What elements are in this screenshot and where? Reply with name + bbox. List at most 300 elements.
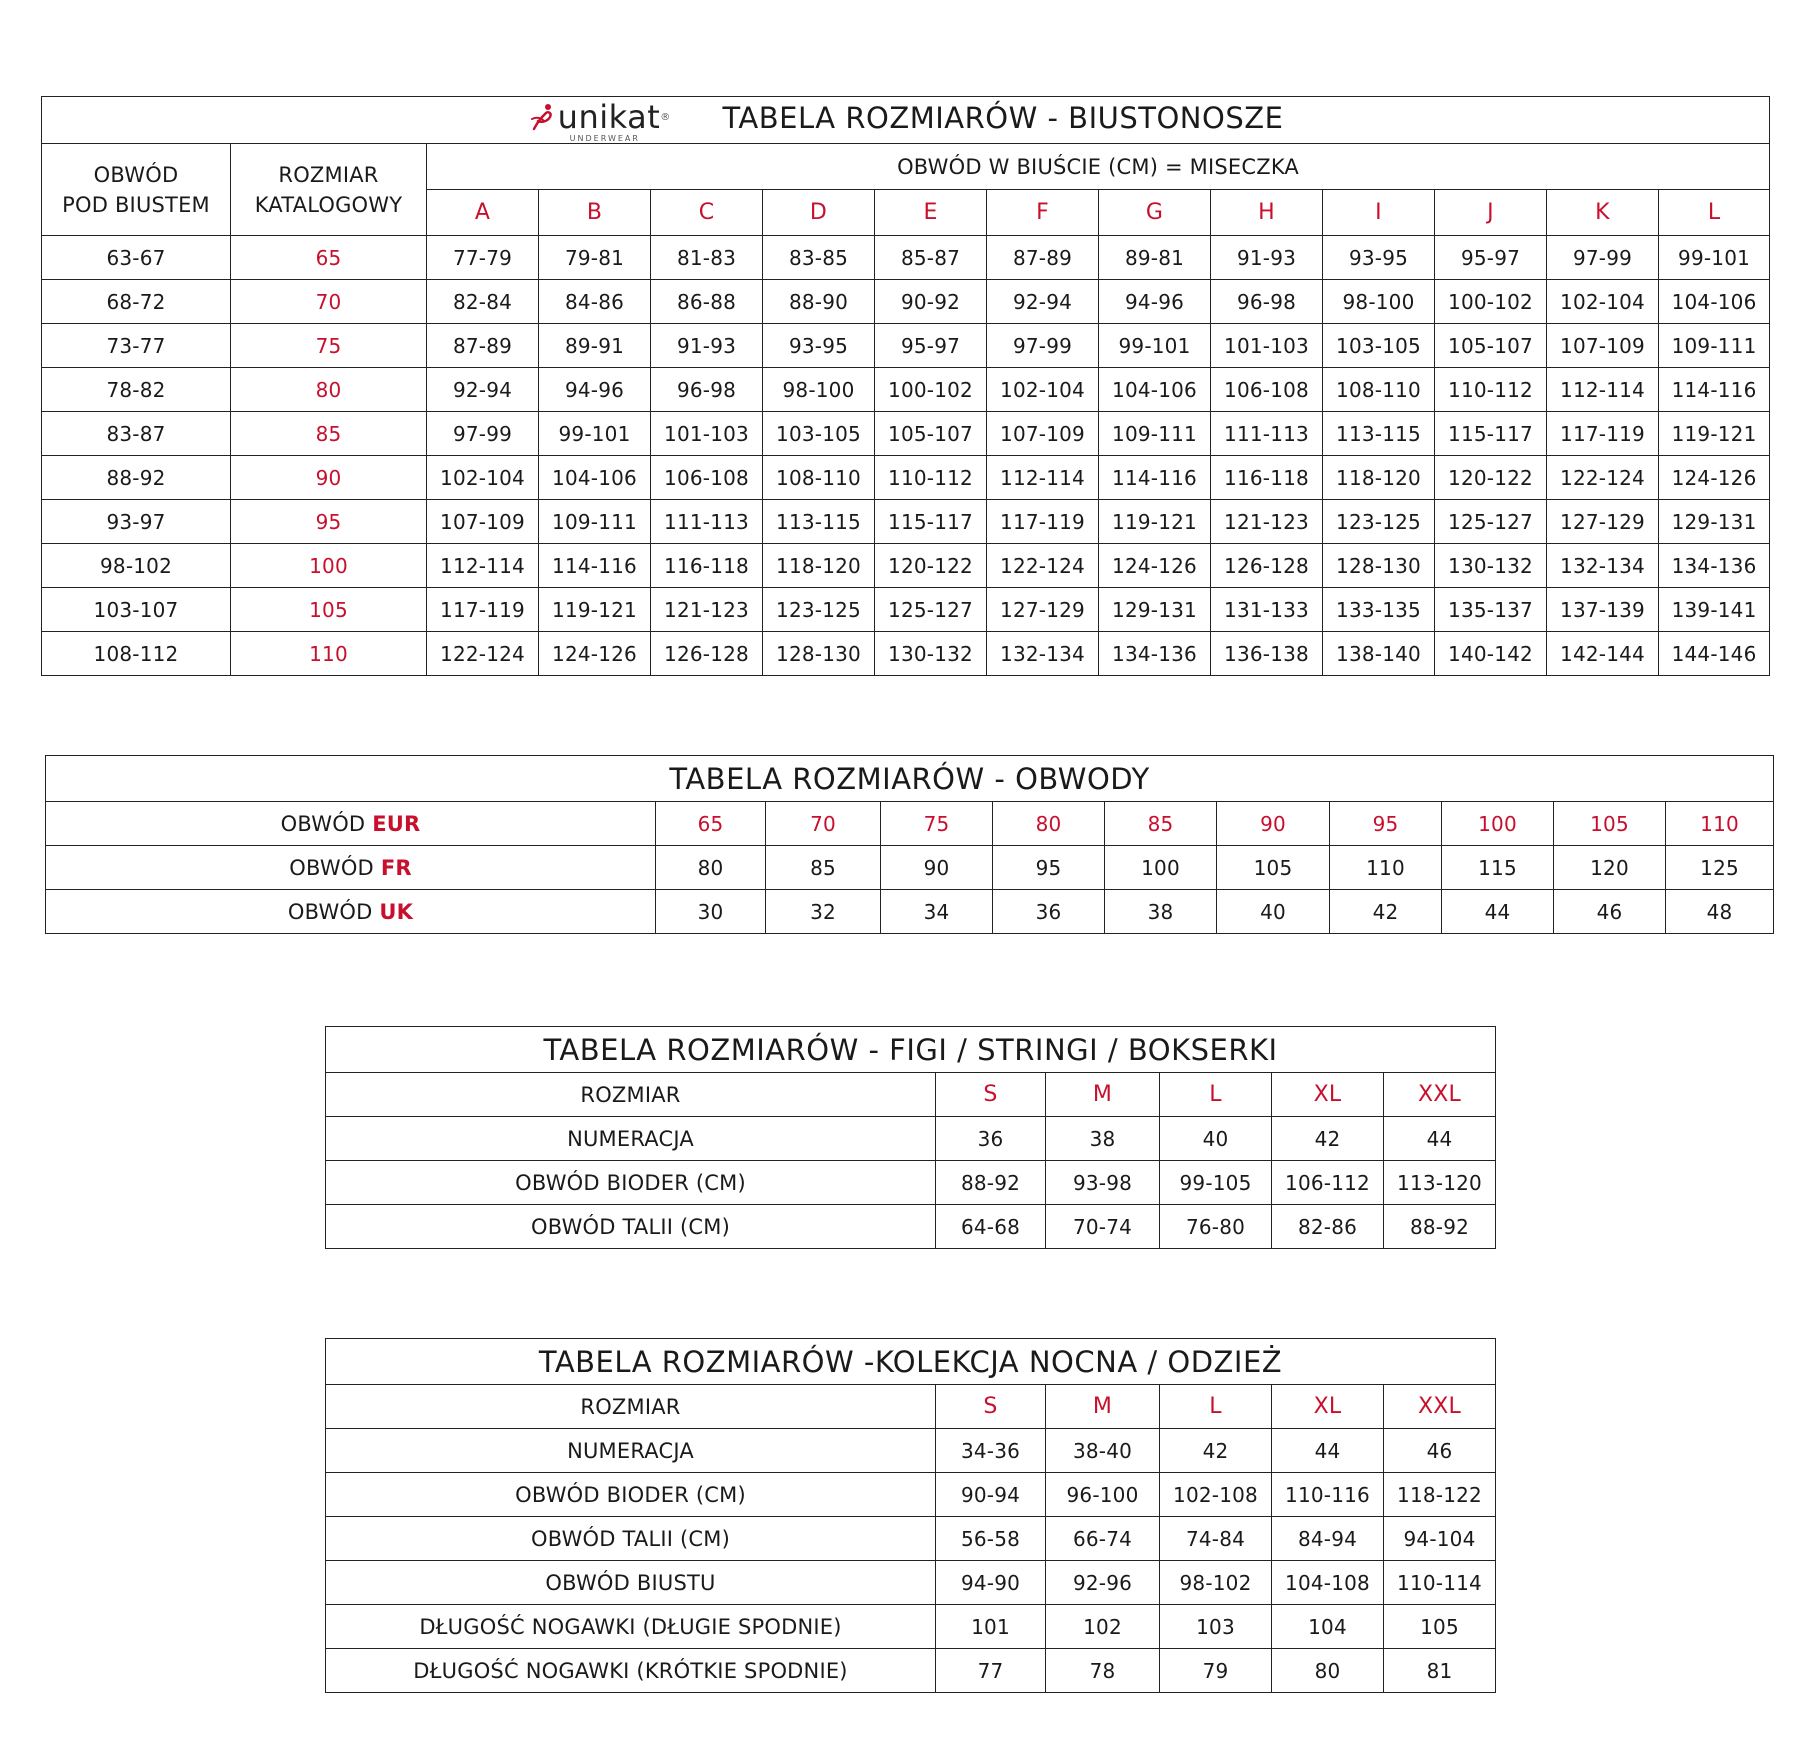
circumference-value: 85 bbox=[766, 846, 881, 890]
cup-letter-b: B bbox=[539, 190, 651, 236]
bra-table-row bbox=[42, 368, 1770, 412]
catalog-size-header bbox=[231, 144, 427, 236]
under-bust-cell: 108-112 bbox=[42, 632, 231, 676]
briefs-value-cell: 88-92 bbox=[1384, 1205, 1496, 1249]
circumference-value: 100 bbox=[1442, 802, 1554, 846]
bust-range-cell: 140-142 bbox=[1435, 632, 1547, 676]
bust-range-cell: 106-108 bbox=[651, 456, 763, 500]
bust-range-cell: 107-109 bbox=[427, 500, 539, 544]
bust-range-cell: 96-98 bbox=[651, 368, 763, 412]
briefs-value-cell: 93-98 bbox=[1046, 1161, 1160, 1205]
bust-range-cell: 118-120 bbox=[763, 544, 875, 588]
briefs-value-cell: 40 bbox=[1160, 1117, 1272, 1161]
night-row-label: DŁUGOŚĆ NOGAWKI (KRÓTKIE SPODNIE) bbox=[326, 1649, 936, 1693]
under-bust-cell: 93-97 bbox=[42, 500, 231, 544]
circumference-value: 65 bbox=[656, 802, 766, 846]
night-row-label: NUMERACJA bbox=[326, 1429, 936, 1473]
bust-range-cell: 81-83 bbox=[651, 236, 763, 280]
cup-letter-c: C bbox=[651, 190, 763, 236]
circumference-value: 75 bbox=[881, 802, 993, 846]
under-bust-cell: 63-67 bbox=[42, 236, 231, 280]
bust-range-cell: 95-97 bbox=[875, 324, 987, 368]
circumference-value: 105 bbox=[1554, 802, 1666, 846]
bust-range-cell: 120-122 bbox=[1435, 456, 1547, 500]
under-bust-cell: 78-82 bbox=[42, 368, 231, 412]
brand-subtitle: UNDERWEAR bbox=[569, 134, 640, 143]
bust-range-cell: 126-128 bbox=[651, 632, 763, 676]
briefs-size-table bbox=[325, 1026, 1496, 1249]
night-value-cell: 80 bbox=[1272, 1649, 1384, 1693]
bust-range-cell: 110-112 bbox=[875, 456, 987, 500]
circumference-table bbox=[45, 755, 1774, 934]
bust-range-cell: 117-119 bbox=[427, 588, 539, 632]
circumference-prefix: OBWÓD bbox=[289, 855, 374, 880]
circumference-value: 44 bbox=[1442, 890, 1554, 934]
under-bust-cell: 83-87 bbox=[42, 412, 231, 456]
night-value-cell: 105 bbox=[1384, 1605, 1496, 1649]
circumference-row bbox=[46, 890, 1774, 934]
bust-range-cell: 105-107 bbox=[875, 412, 987, 456]
bust-range-cell: 116-118 bbox=[1211, 456, 1323, 500]
circumference-value: 36 bbox=[993, 890, 1105, 934]
bust-range-cell: 118-120 bbox=[1323, 456, 1435, 500]
bust-range-cell: 121-123 bbox=[651, 588, 763, 632]
circumference-code: EUR bbox=[372, 811, 421, 836]
briefs-value-cell: 88-92 bbox=[936, 1161, 1046, 1205]
night-value-cell: 38-40 bbox=[1046, 1429, 1160, 1473]
circumference-value: 95 bbox=[993, 846, 1105, 890]
night-size-header-row bbox=[326, 1385, 1496, 1429]
briefs-table-row bbox=[326, 1205, 1496, 1249]
night-value-cell: 110-114 bbox=[1384, 1561, 1496, 1605]
circumference-value: 80 bbox=[656, 846, 766, 890]
bra-table-row bbox=[42, 632, 1770, 676]
bust-range-cell: 111-113 bbox=[1211, 412, 1323, 456]
bust-range-cell: 108-110 bbox=[763, 456, 875, 500]
night-value-cell: 81 bbox=[1384, 1649, 1496, 1693]
bust-range-cell: 106-108 bbox=[1211, 368, 1323, 412]
bust-range-cell: 130-132 bbox=[875, 632, 987, 676]
catalog-size-cell: 105 bbox=[231, 588, 427, 632]
briefs-row-label: OBWÓD TALII (CM) bbox=[326, 1205, 936, 1249]
bust-range-cell: 119-121 bbox=[1099, 500, 1211, 544]
bust-range-cell: 98-100 bbox=[763, 368, 875, 412]
bust-range-cell: 109-111 bbox=[1659, 324, 1770, 368]
night-value-cell: 104 bbox=[1272, 1605, 1384, 1649]
bust-range-cell: 101-103 bbox=[651, 412, 763, 456]
bust-range-cell: 129-131 bbox=[1659, 500, 1770, 544]
bust-range-cell: 100-102 bbox=[1435, 280, 1547, 324]
circumference-value: 90 bbox=[881, 846, 993, 890]
bust-range-cell: 89-81 bbox=[1099, 236, 1211, 280]
cup-letter-g: G bbox=[1099, 190, 1211, 236]
under-bust-cell: 103-107 bbox=[42, 588, 231, 632]
bust-range-cell: 114-116 bbox=[539, 544, 651, 588]
night-value-cell: 90-94 bbox=[936, 1473, 1046, 1517]
bust-range-cell: 89-91 bbox=[539, 324, 651, 368]
circumference-value: 70 bbox=[766, 802, 881, 846]
circumference-label bbox=[46, 802, 656, 846]
brand-registered-mark: ® bbox=[660, 111, 671, 123]
under-bust-header-line2: POD BIUSTEM bbox=[62, 192, 210, 217]
circumference-value: 110 bbox=[1666, 802, 1774, 846]
bust-range-cell: 91-93 bbox=[651, 324, 763, 368]
bust-range-cell: 124-126 bbox=[539, 632, 651, 676]
night-row-label: OBWÓD BIODER (CM) bbox=[326, 1473, 936, 1517]
circumference-label bbox=[46, 846, 656, 890]
bust-range-cell: 136-138 bbox=[1211, 632, 1323, 676]
circumference-value: 42 bbox=[1330, 890, 1442, 934]
bust-range-cell: 133-135 bbox=[1323, 588, 1435, 632]
night-value-cell: 79 bbox=[1160, 1649, 1272, 1693]
night-value-cell: 78 bbox=[1046, 1649, 1160, 1693]
circumference-value: 40 bbox=[1217, 890, 1330, 934]
briefs-value-cell: 82-86 bbox=[1272, 1205, 1384, 1249]
bust-range-cell: 93-95 bbox=[1323, 236, 1435, 280]
catalog-size-cell: 90 bbox=[231, 456, 427, 500]
bra-table-title-cell bbox=[42, 97, 1770, 144]
cup-letter-f: F bbox=[987, 190, 1099, 236]
bust-range-cell: 115-117 bbox=[875, 500, 987, 544]
bust-range-cell: 120-122 bbox=[875, 544, 987, 588]
brand-figure-icon bbox=[528, 101, 558, 133]
bra-size-table bbox=[41, 96, 1770, 676]
nightwear-size-table bbox=[325, 1338, 1496, 1693]
bra-table-row bbox=[42, 236, 1770, 280]
bust-range-cell: 130-132 bbox=[1435, 544, 1547, 588]
bust-range-cell: 144-146 bbox=[1659, 632, 1770, 676]
under-bust-cell: 88-92 bbox=[42, 456, 231, 500]
bust-range-cell: 104-106 bbox=[1099, 368, 1211, 412]
night-row-label: OBWÓD TALII (CM) bbox=[326, 1517, 936, 1561]
bust-range-cell: 90-92 bbox=[875, 280, 987, 324]
bust-range-cell: 97-99 bbox=[1547, 236, 1659, 280]
briefs-table-title: TABELA ROZMIARÓW - FIGI / STRINGI / BOKSERKI bbox=[326, 1027, 1496, 1073]
circumference-value: 32 bbox=[766, 890, 881, 934]
bust-range-cell: 104-106 bbox=[539, 456, 651, 500]
night-value-cell: 101 bbox=[936, 1605, 1046, 1649]
night-value-cell: 96-100 bbox=[1046, 1473, 1160, 1517]
night-value-cell: 94-90 bbox=[936, 1561, 1046, 1605]
bust-range-cell: 115-117 bbox=[1435, 412, 1547, 456]
bust-range-cell: 127-129 bbox=[1547, 500, 1659, 544]
bra-table-row bbox=[42, 412, 1770, 456]
circumference-value: 80 bbox=[993, 802, 1105, 846]
night-value-cell: 104-108 bbox=[1272, 1561, 1384, 1605]
bra-table-row bbox=[42, 324, 1770, 368]
bust-range-cell: 139-141 bbox=[1659, 588, 1770, 632]
bust-range-cell: 124-126 bbox=[1099, 544, 1211, 588]
bust-range-cell: 123-125 bbox=[1323, 500, 1435, 544]
bust-range-cell: 122-124 bbox=[1547, 456, 1659, 500]
briefs-value-cell: 44 bbox=[1384, 1117, 1496, 1161]
bust-range-cell: 112-114 bbox=[1547, 368, 1659, 412]
night-value-cell: 42 bbox=[1160, 1429, 1272, 1473]
bust-range-cell: 125-127 bbox=[1435, 500, 1547, 544]
night-value-cell: 84-94 bbox=[1272, 1517, 1384, 1561]
bust-range-cell: 100-102 bbox=[875, 368, 987, 412]
bust-range-cell: 119-121 bbox=[1659, 412, 1770, 456]
circumference-value: 115 bbox=[1442, 846, 1554, 890]
circumference-value: 105 bbox=[1217, 846, 1330, 890]
bust-range-cell: 77-79 bbox=[427, 236, 539, 280]
bust-range-cell: 103-105 bbox=[1323, 324, 1435, 368]
bust-range-cell: 113-115 bbox=[1323, 412, 1435, 456]
bust-range-cell: 128-130 bbox=[763, 632, 875, 676]
bust-range-cell: 98-100 bbox=[1323, 280, 1435, 324]
night-row-label: DŁUGOŚĆ NOGAWKI (DŁUGIE SPODNIE) bbox=[326, 1605, 936, 1649]
bust-range-cell: 86-88 bbox=[651, 280, 763, 324]
under-bust-cell: 98-102 bbox=[42, 544, 231, 588]
briefs-value-cell: 106-112 bbox=[1272, 1161, 1384, 1205]
bust-range-cell: 117-119 bbox=[987, 500, 1099, 544]
briefs-size-xl: XL bbox=[1272, 1073, 1384, 1117]
bust-range-cell: 122-124 bbox=[987, 544, 1099, 588]
bust-range-cell: 85-87 bbox=[875, 236, 987, 280]
circumference-value: 48 bbox=[1666, 890, 1774, 934]
catalog-size-cell: 70 bbox=[231, 280, 427, 324]
briefs-size-l: L bbox=[1160, 1073, 1272, 1117]
bra-table-row bbox=[42, 280, 1770, 324]
cup-letter-a: A bbox=[427, 190, 539, 236]
night-table-row bbox=[326, 1473, 1496, 1517]
bust-range-cell: 92-94 bbox=[987, 280, 1099, 324]
bust-range-cell: 111-113 bbox=[651, 500, 763, 544]
briefs-size-s: S bbox=[936, 1073, 1046, 1117]
night-value-cell: 118-122 bbox=[1384, 1473, 1496, 1517]
bust-range-cell: 112-114 bbox=[427, 544, 539, 588]
bust-range-cell: 131-133 bbox=[1211, 588, 1323, 632]
circumference-value: 34 bbox=[881, 890, 993, 934]
under-bust-header-line1: OBWÓD bbox=[93, 162, 179, 187]
bust-range-cell: 84-86 bbox=[539, 280, 651, 324]
bust-range-cell: 128-130 bbox=[1323, 544, 1435, 588]
circumference-prefix: OBWÓD bbox=[287, 899, 373, 924]
night-value-cell: 56-58 bbox=[936, 1517, 1046, 1561]
night-value-cell: 74-84 bbox=[1160, 1517, 1272, 1561]
bust-range-cell: 108-110 bbox=[1323, 368, 1435, 412]
briefs-value-cell: 42 bbox=[1272, 1117, 1384, 1161]
night-table-row bbox=[326, 1517, 1496, 1561]
bust-range-cell: 137-139 bbox=[1547, 588, 1659, 632]
cup-letter-h: H bbox=[1211, 190, 1323, 236]
catalog-size-cell: 110 bbox=[231, 632, 427, 676]
bust-range-cell: 142-144 bbox=[1547, 632, 1659, 676]
night-value-cell: 94-104 bbox=[1384, 1517, 1496, 1561]
night-size-xl: XL bbox=[1272, 1385, 1384, 1429]
bust-range-cell: 107-109 bbox=[987, 412, 1099, 456]
catalog-size-cell: 100 bbox=[231, 544, 427, 588]
catalog-size-cell: 80 bbox=[231, 368, 427, 412]
night-size-label: ROZMIAR bbox=[326, 1385, 936, 1429]
night-value-cell: 98-102 bbox=[1160, 1561, 1272, 1605]
bust-range-cell: 94-96 bbox=[1099, 280, 1211, 324]
circumference-value: 125 bbox=[1666, 846, 1774, 890]
night-table-row bbox=[326, 1605, 1496, 1649]
night-size-xxl: XXL bbox=[1384, 1385, 1496, 1429]
bust-range-cell: 95-97 bbox=[1435, 236, 1547, 280]
bust-range-cell: 97-99 bbox=[987, 324, 1099, 368]
night-value-cell: 46 bbox=[1384, 1429, 1496, 1473]
cup-letter-l: L bbox=[1659, 190, 1770, 236]
night-value-cell: 110-116 bbox=[1272, 1473, 1384, 1517]
cup-letter-k: K bbox=[1547, 190, 1659, 236]
night-value-cell: 103 bbox=[1160, 1605, 1272, 1649]
bust-range-cell: 126-128 bbox=[1211, 544, 1323, 588]
circumference-value: 100 bbox=[1105, 846, 1217, 890]
circumference-label bbox=[46, 890, 656, 934]
circumference-value: 85 bbox=[1105, 802, 1217, 846]
catalog-size-cell: 65 bbox=[231, 236, 427, 280]
catalog-size-header-line1: ROZMIAR bbox=[278, 162, 379, 187]
bust-range-cell: 88-90 bbox=[763, 280, 875, 324]
bust-range-cell: 114-116 bbox=[1659, 368, 1770, 412]
bra-table-row bbox=[42, 456, 1770, 500]
bust-range-cell: 123-125 bbox=[763, 588, 875, 632]
bust-range-cell: 107-109 bbox=[1547, 324, 1659, 368]
night-value-cell: 92-96 bbox=[1046, 1561, 1160, 1605]
bust-range-cell: 113-115 bbox=[763, 500, 875, 544]
bust-range-cell: 83-85 bbox=[763, 236, 875, 280]
briefs-size-header-row bbox=[326, 1073, 1496, 1117]
briefs-size-m: M bbox=[1046, 1073, 1160, 1117]
night-table-row bbox=[326, 1649, 1496, 1693]
bust-range-cell: 91-93 bbox=[1211, 236, 1323, 280]
bust-range-cell: 99-101 bbox=[1099, 324, 1211, 368]
cup-letter-d: D bbox=[763, 190, 875, 236]
bust-range-cell: 87-89 bbox=[427, 324, 539, 368]
briefs-value-cell: 99-105 bbox=[1160, 1161, 1272, 1205]
bust-range-cell: 132-134 bbox=[1547, 544, 1659, 588]
circumference-prefix: OBWÓD bbox=[280, 811, 366, 836]
circumference-value: 38 bbox=[1105, 890, 1217, 934]
circumference-value: 95 bbox=[1330, 802, 1442, 846]
briefs-row-label: OBWÓD BIODER (CM) bbox=[326, 1161, 936, 1205]
bust-range-cell: 134-136 bbox=[1099, 632, 1211, 676]
bra-table-row bbox=[42, 544, 1770, 588]
bust-range-cell: 101-103 bbox=[1211, 324, 1323, 368]
night-value-cell: 44 bbox=[1272, 1429, 1384, 1473]
catalog-size-cell: 85 bbox=[231, 412, 427, 456]
bust-range-cell: 87-89 bbox=[987, 236, 1099, 280]
catalog-size-cell: 95 bbox=[231, 500, 427, 544]
bust-range-cell: 102-104 bbox=[987, 368, 1099, 412]
bust-range-cell: 134-136 bbox=[1659, 544, 1770, 588]
unikat-logo bbox=[528, 98, 671, 143]
bust-range-cell: 135-137 bbox=[1435, 588, 1547, 632]
night-size-m: M bbox=[1046, 1385, 1160, 1429]
briefs-value-cell: 70-74 bbox=[1046, 1205, 1160, 1249]
bust-range-cell: 109-111 bbox=[1099, 412, 1211, 456]
cup-letter-i: I bbox=[1323, 190, 1435, 236]
circumference-value: 120 bbox=[1554, 846, 1666, 890]
bust-range-cell: 105-107 bbox=[1435, 324, 1547, 368]
circumference-value: 110 bbox=[1330, 846, 1442, 890]
circumference-row bbox=[46, 802, 1774, 846]
briefs-size-xxl: XXL bbox=[1384, 1073, 1496, 1117]
bust-range-cell: 92-94 bbox=[427, 368, 539, 412]
bust-range-cell: 97-99 bbox=[427, 412, 539, 456]
briefs-value-cell: 113-120 bbox=[1384, 1161, 1496, 1205]
bust-range-cell: 104-106 bbox=[1659, 280, 1770, 324]
bust-range-cell: 110-112 bbox=[1435, 368, 1547, 412]
brand-name: unikat bbox=[557, 98, 661, 136]
night-row-label: OBWÓD BIUSTU bbox=[326, 1561, 936, 1605]
bust-range-cell: 114-116 bbox=[1099, 456, 1211, 500]
night-size-s: S bbox=[936, 1385, 1046, 1429]
circumference-table-title: TABELA ROZMIARÓW - OBWODY bbox=[46, 756, 1774, 802]
bust-range-cell: 129-131 bbox=[1099, 588, 1211, 632]
briefs-value-cell: 64-68 bbox=[936, 1205, 1046, 1249]
circumference-row bbox=[46, 846, 1774, 890]
briefs-value-cell: 76-80 bbox=[1160, 1205, 1272, 1249]
circumference-value: 90 bbox=[1217, 802, 1330, 846]
bust-range-cell: 103-105 bbox=[763, 412, 875, 456]
bra-table-row bbox=[42, 588, 1770, 632]
bust-range-cell: 116-118 bbox=[651, 544, 763, 588]
bust-range-cell: 121-123 bbox=[1211, 500, 1323, 544]
briefs-size-label: ROZMIAR bbox=[326, 1073, 936, 1117]
bust-range-cell: 138-140 bbox=[1323, 632, 1435, 676]
bust-range-cell: 102-104 bbox=[1547, 280, 1659, 324]
bra-table-row bbox=[42, 500, 1770, 544]
bust-range-cell: 125-127 bbox=[875, 588, 987, 632]
night-table-row bbox=[326, 1429, 1496, 1473]
cup-letter-e: E bbox=[875, 190, 987, 236]
briefs-table-row bbox=[326, 1117, 1496, 1161]
under-bust-cell: 73-77 bbox=[42, 324, 231, 368]
bust-range-cell: 99-101 bbox=[539, 412, 651, 456]
bust-range-cell: 119-121 bbox=[539, 588, 651, 632]
briefs-row-label: NUMERACJA bbox=[326, 1117, 936, 1161]
bust-range-cell: 93-95 bbox=[763, 324, 875, 368]
under-bust-cell: 68-72 bbox=[42, 280, 231, 324]
catalog-size-cell: 75 bbox=[231, 324, 427, 368]
bust-range-cell: 127-129 bbox=[987, 588, 1099, 632]
bust-range-cell: 96-98 bbox=[1211, 280, 1323, 324]
circumference-code: FR bbox=[380, 855, 412, 880]
under-bust-header bbox=[42, 144, 231, 236]
briefs-table-row bbox=[326, 1161, 1496, 1205]
bust-cup-header: OBWÓD W BIUŚCIE (CM) = MISECZKA bbox=[427, 144, 1770, 190]
night-value-cell: 34-36 bbox=[936, 1429, 1046, 1473]
bust-range-cell: 109-111 bbox=[539, 500, 651, 544]
bust-range-cell: 132-134 bbox=[987, 632, 1099, 676]
bust-range-cell: 82-84 bbox=[427, 280, 539, 324]
bust-range-cell: 122-124 bbox=[427, 632, 539, 676]
night-value-cell: 77 bbox=[936, 1649, 1046, 1693]
catalog-size-header-line2: KATALOGOWY bbox=[254, 192, 403, 217]
nightwear-table-title: TABELA ROZMIARÓW -KOLEKCJA NOCNA / ODZIEŻ bbox=[326, 1339, 1496, 1385]
night-value-cell: 102-108 bbox=[1160, 1473, 1272, 1517]
briefs-value-cell: 36 bbox=[936, 1117, 1046, 1161]
night-table-row bbox=[326, 1561, 1496, 1605]
bust-range-cell: 124-126 bbox=[1659, 456, 1770, 500]
bust-range-cell: 117-119 bbox=[1547, 412, 1659, 456]
circumference-code: UK bbox=[379, 899, 414, 924]
night-size-l: L bbox=[1160, 1385, 1272, 1429]
circumference-value: 30 bbox=[656, 890, 766, 934]
bust-range-cell: 112-114 bbox=[987, 456, 1099, 500]
cup-letter-j: J bbox=[1435, 190, 1547, 236]
night-value-cell: 66-74 bbox=[1046, 1517, 1160, 1561]
bust-range-cell: 94-96 bbox=[539, 368, 651, 412]
bust-range-cell: 79-81 bbox=[539, 236, 651, 280]
bust-range-cell: 99-101 bbox=[1659, 236, 1770, 280]
bra-table-title: TABELA ROZMIARÓW - BIUSTONOSZE bbox=[722, 101, 1284, 135]
briefs-value-cell: 38 bbox=[1046, 1117, 1160, 1161]
bust-range-cell: 102-104 bbox=[427, 456, 539, 500]
